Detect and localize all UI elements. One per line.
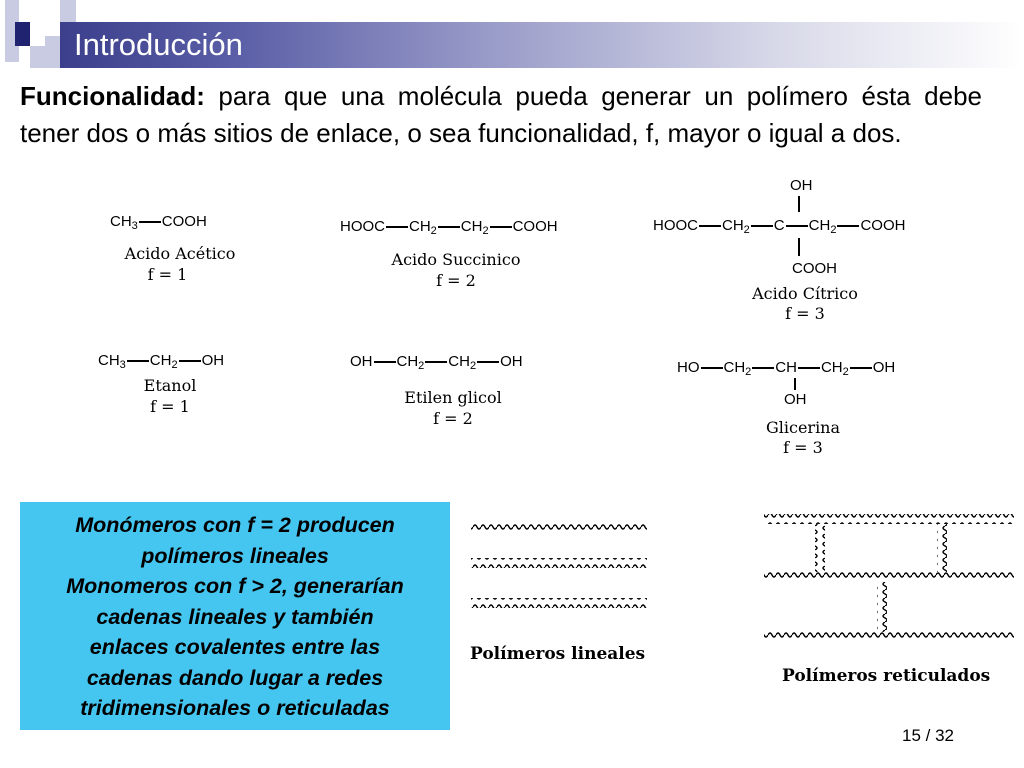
decor-square-dark — [15, 22, 30, 46]
crosslinked-polymers-caption: Polímeros reticulados — [782, 666, 991, 686]
info-line: enlaces covalentes entre las — [89, 635, 381, 659]
bond-vertical — [794, 378, 796, 390]
bond — [438, 226, 460, 228]
molecule-f-glycerin: f = 3 — [783, 438, 823, 457]
polymer-chain — [471, 598, 647, 608]
molecule-name-glycerin: Glicerina — [765, 418, 841, 437]
crosslink — [877, 582, 887, 632]
info-line: cadenas lineales y también — [96, 604, 374, 629]
bond — [701, 367, 723, 369]
polymer-chain — [764, 572, 1014, 582]
molecule-name-glycol: Etilen glicol — [404, 388, 502, 407]
formula-glycol: OH $CH_2$ $CH_2$ OH — [350, 353, 523, 372]
molecule-f-acetic: f = 1 — [147, 265, 188, 284]
bond — [751, 225, 773, 227]
citric-cooh-bottom: COOH — [792, 260, 837, 277]
molecule-name-succinic: Acido Succinico — [391, 250, 521, 269]
formula-glycerin: HO $CH_2$ CH $CH_2$ OH — [677, 359, 896, 378]
intro-term: Funcionalidad: — [20, 81, 205, 111]
molecule-f-ethanol: f = 1 — [150, 397, 190, 416]
intro-text: para que una molécula pueda generar un polímero ésta debe tener dos o más sitios de enlace, o sea funcionalidad, f, mayor o igual a dos. — [20, 81, 982, 148]
polymer-chain — [471, 520, 647, 530]
crosslink — [815, 524, 825, 572]
bond-vertical — [798, 238, 800, 256]
bond — [477, 361, 499, 363]
formula-citric: HOOC $CH_2$ C $CH_2$ COOH — [653, 217, 906, 236]
info-line: Monómeros con f = 2 producen — [75, 513, 395, 537]
bond — [752, 367, 774, 369]
formula-ethanol: $CH_3$ $CH_2$ OH — [98, 352, 225, 371]
citric-oh-top: OH — [790, 177, 813, 194]
formula-acetic: $CH_3$ COOH — [110, 213, 207, 232]
bond — [386, 226, 408, 228]
polymer-chain — [764, 514, 1014, 524]
bond-vertical — [798, 196, 800, 212]
molecule-name-citric: Acido Cítrico — [752, 284, 858, 303]
polymer-chain — [471, 558, 647, 568]
bond — [425, 361, 447, 363]
intro-paragraph — [20, 78, 982, 152]
formula-succinic: HOOC $CH_2$ $CH_2$ COOH — [340, 218, 558, 237]
bond — [374, 361, 396, 363]
bond — [798, 367, 820, 369]
crosslink — [937, 524, 947, 572]
linear-polymer-diagram — [465, 512, 655, 622]
slide-title: Introducción — [74, 27, 243, 62]
crosslinked-polymer-diagram — [760, 510, 1020, 650]
bond — [127, 360, 149, 362]
linear-polymers-caption: Polímeros lineales — [470, 644, 646, 664]
info-box — [20, 502, 450, 730]
bond — [139, 221, 161, 223]
page-number: 15 / 32 — [902, 726, 954, 745]
info-line: Monomeros con f > 2, generarían — [66, 574, 404, 598]
molecule-name-acetic: Acido Acético — [124, 244, 236, 263]
bond — [490, 226, 512, 228]
glycerin-oh-bottom: OH — [784, 391, 807, 408]
bond — [179, 360, 201, 362]
molecule-f-succinic: f = 2 — [436, 271, 476, 290]
molecule-name-ethanol: Etanol — [143, 376, 197, 395]
bond — [786, 225, 808, 227]
bond — [850, 367, 872, 369]
decor-square-light — [45, 36, 60, 50]
bond — [699, 225, 721, 227]
polymer-chain — [764, 632, 1014, 642]
info-line: tridimensionales o reticuladas — [80, 696, 390, 720]
molecule-f-citric: f = 3 — [785, 304, 825, 323]
bond — [837, 225, 859, 227]
molecule-f-glycol: f = 2 — [433, 409, 473, 428]
info-line: cadenas dando lugar a redes — [86, 665, 384, 690]
info-line: polímeros lineales — [141, 543, 329, 568]
